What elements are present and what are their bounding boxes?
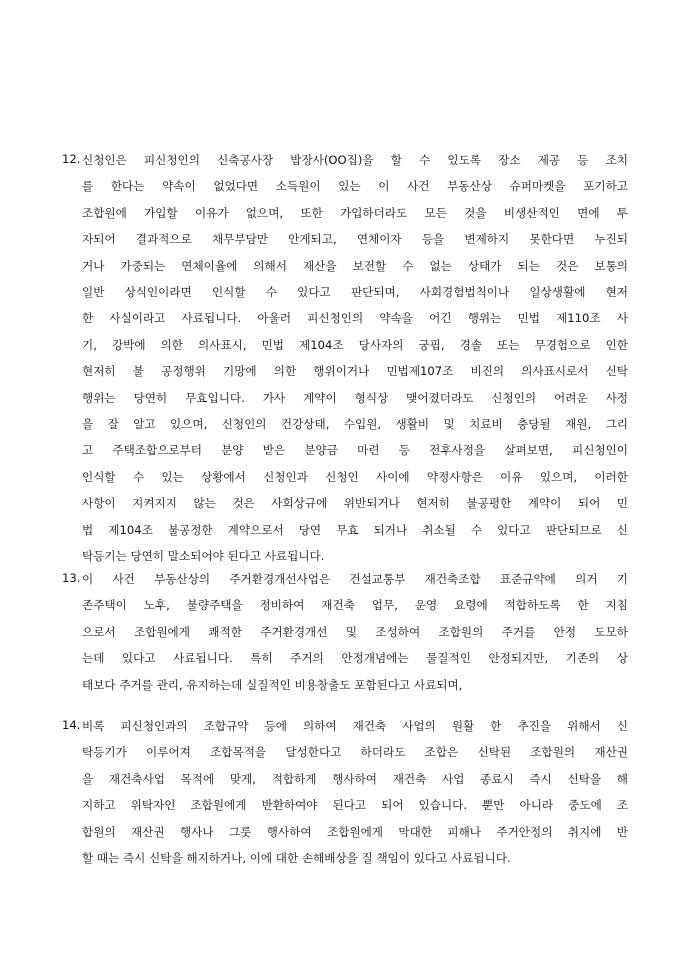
paragraph-number: 12. — [62, 152, 81, 166]
paragraph-line: 기, 강박에 의한 의사표시, 민법 제104조 당사자의 궁핍, 경솔 또는 무경험으로 인한 — [82, 337, 628, 352]
paragraph-line: 행위는 당연히 무효입니다. 가사 계약이 형식상 맺어졌더라도 신청인의 어려운 사정 — [82, 390, 628, 405]
paragraph-line: 고 주택조합으로부터 분양 받은 분양금 마련 등 전후사정을 살펴보면, 피신청인이 — [82, 443, 628, 458]
paragraph-line: 거나 가중되는 연체이율에 의해서 재산을 보전할 수 없는 상태가 되는 것은 보통의 — [82, 258, 628, 273]
paragraph-line: 를 한다는 약속이 없었다면 소득원이 있는 이 사건 부동산상 슈퍼마켓을 포기하고 — [82, 179, 628, 194]
paragraph-line: 일반 상식인이라면 인식할 수 있다고 판단되며, 사회경험법칙이나 일상생활에 현저 — [82, 285, 628, 299]
paragraph-line: 신청인은 피신청인의 신축공사장 밥장사(OO집)을 할 수 있도록 장소 제공 등 조치 — [82, 153, 628, 167]
paragraph-line: 한 사실이라고 사료됩니다. 아울러 피신청인의 약속을 어긴 행위는 민법 제110조 사 — [82, 311, 628, 326]
paragraph-line: 지하고 위탁자인 조합원에게 반환하여야 된다고 되어 있습니다. 뿐만 아니라 중도에 조 — [82, 798, 628, 813]
paragraph-line: 을 재건축사업 목적에 맞게, 적합하게 행사하여 재건축 사업 종료시 즉시 신탁을 해 — [82, 771, 628, 786]
paragraph-line: 할 때는 즉시 신탁을 해지하거나, 이에 대한 손해배상을 질 책임이 있다고 사료됩니다. — [82, 851, 511, 865]
paragraph-line: 탁등기는 당연히 말소되어야 된다고 사료됩니다. — [82, 549, 325, 563]
paragraph-line: 자되어 결과적으로 채무부담만 안게되고, 연체이자 등을 변제하지 못한다면 누진되 — [82, 232, 628, 247]
paragraph-line: 을 잘 알고 있으며, 신청인의 건강상태, 수입원, 생활비 및 치료비 충당될 재원, 그리 — [82, 417, 628, 431]
paragraph-line: 사항이 지켜지지 않는 것은 사회상규에 위반되거나 현저히 불공평한 계약이 되어 민 — [82, 496, 628, 511]
paragraph-number: 14. — [62, 718, 81, 732]
paragraph-line: 합원의 재산권 행사나 그룻 행사하여 조합원에게 막대한 피해나 주거안정의 취지에 반 — [82, 824, 628, 839]
paragraph-line: 인식할 수 있는 상황에서 신청인과 신청인 사이에 약정사항은 이유 있으며, 이러한 — [82, 469, 628, 484]
paragraph-line: 존주택이 노후, 불량주택을 정비하여 재건축 업무, 운영 요령에 적합하도록 한 지침 — [82, 598, 628, 613]
paragraph-line: 법 제104조 불공정한 계약으로서 당연 무효 되거나 취소될 수 있다고 판단되므로 신 — [82, 522, 628, 537]
paragraph-line: 현저히 불 공정행위 기망에 의한 행위이거나 민법제107조 비진의 의사표시로서 신탁 — [82, 364, 628, 379]
paragraph-line: 는데 있다고 사료됩니다. 특히 주거의 안정개념에는 물질적인 안정되지만, 기존의 상 — [82, 651, 628, 666]
paragraph-line: 탁등기가 이루어져 조합목적을 달성한다고 하더라도 조합은 신탁된 조합원의 재산권 — [82, 745, 628, 760]
paragraph-line: 으로서 조합원에게 쾌적한 주거환경개선 및 조성하여 조합원의 주거를 안정 도모하 — [82, 624, 628, 639]
paragraph-number: 13. — [62, 571, 81, 585]
paragraph-line: 비록 피신청인과의 조합규약 등에 의하여 재건축 사업의 원활 한 추진을 위해서 신 — [82, 719, 628, 733]
paragraph-line: 이 사건 부동산상의 주거환경개선사업은 건설교통부 재건축조합 표준규약에 의거 기 — [82, 572, 628, 586]
paragraph-line: 태보다 주거를 관리, 유지하는데 실질적인 비용창출도 포함된다고 사료되며, — [82, 677, 463, 692]
paragraph-line: 조합원에 가입할 이유가 없으며, 또한 가입하더라도 모든 것을 비생산적인 면에 투 — [82, 205, 628, 220]
